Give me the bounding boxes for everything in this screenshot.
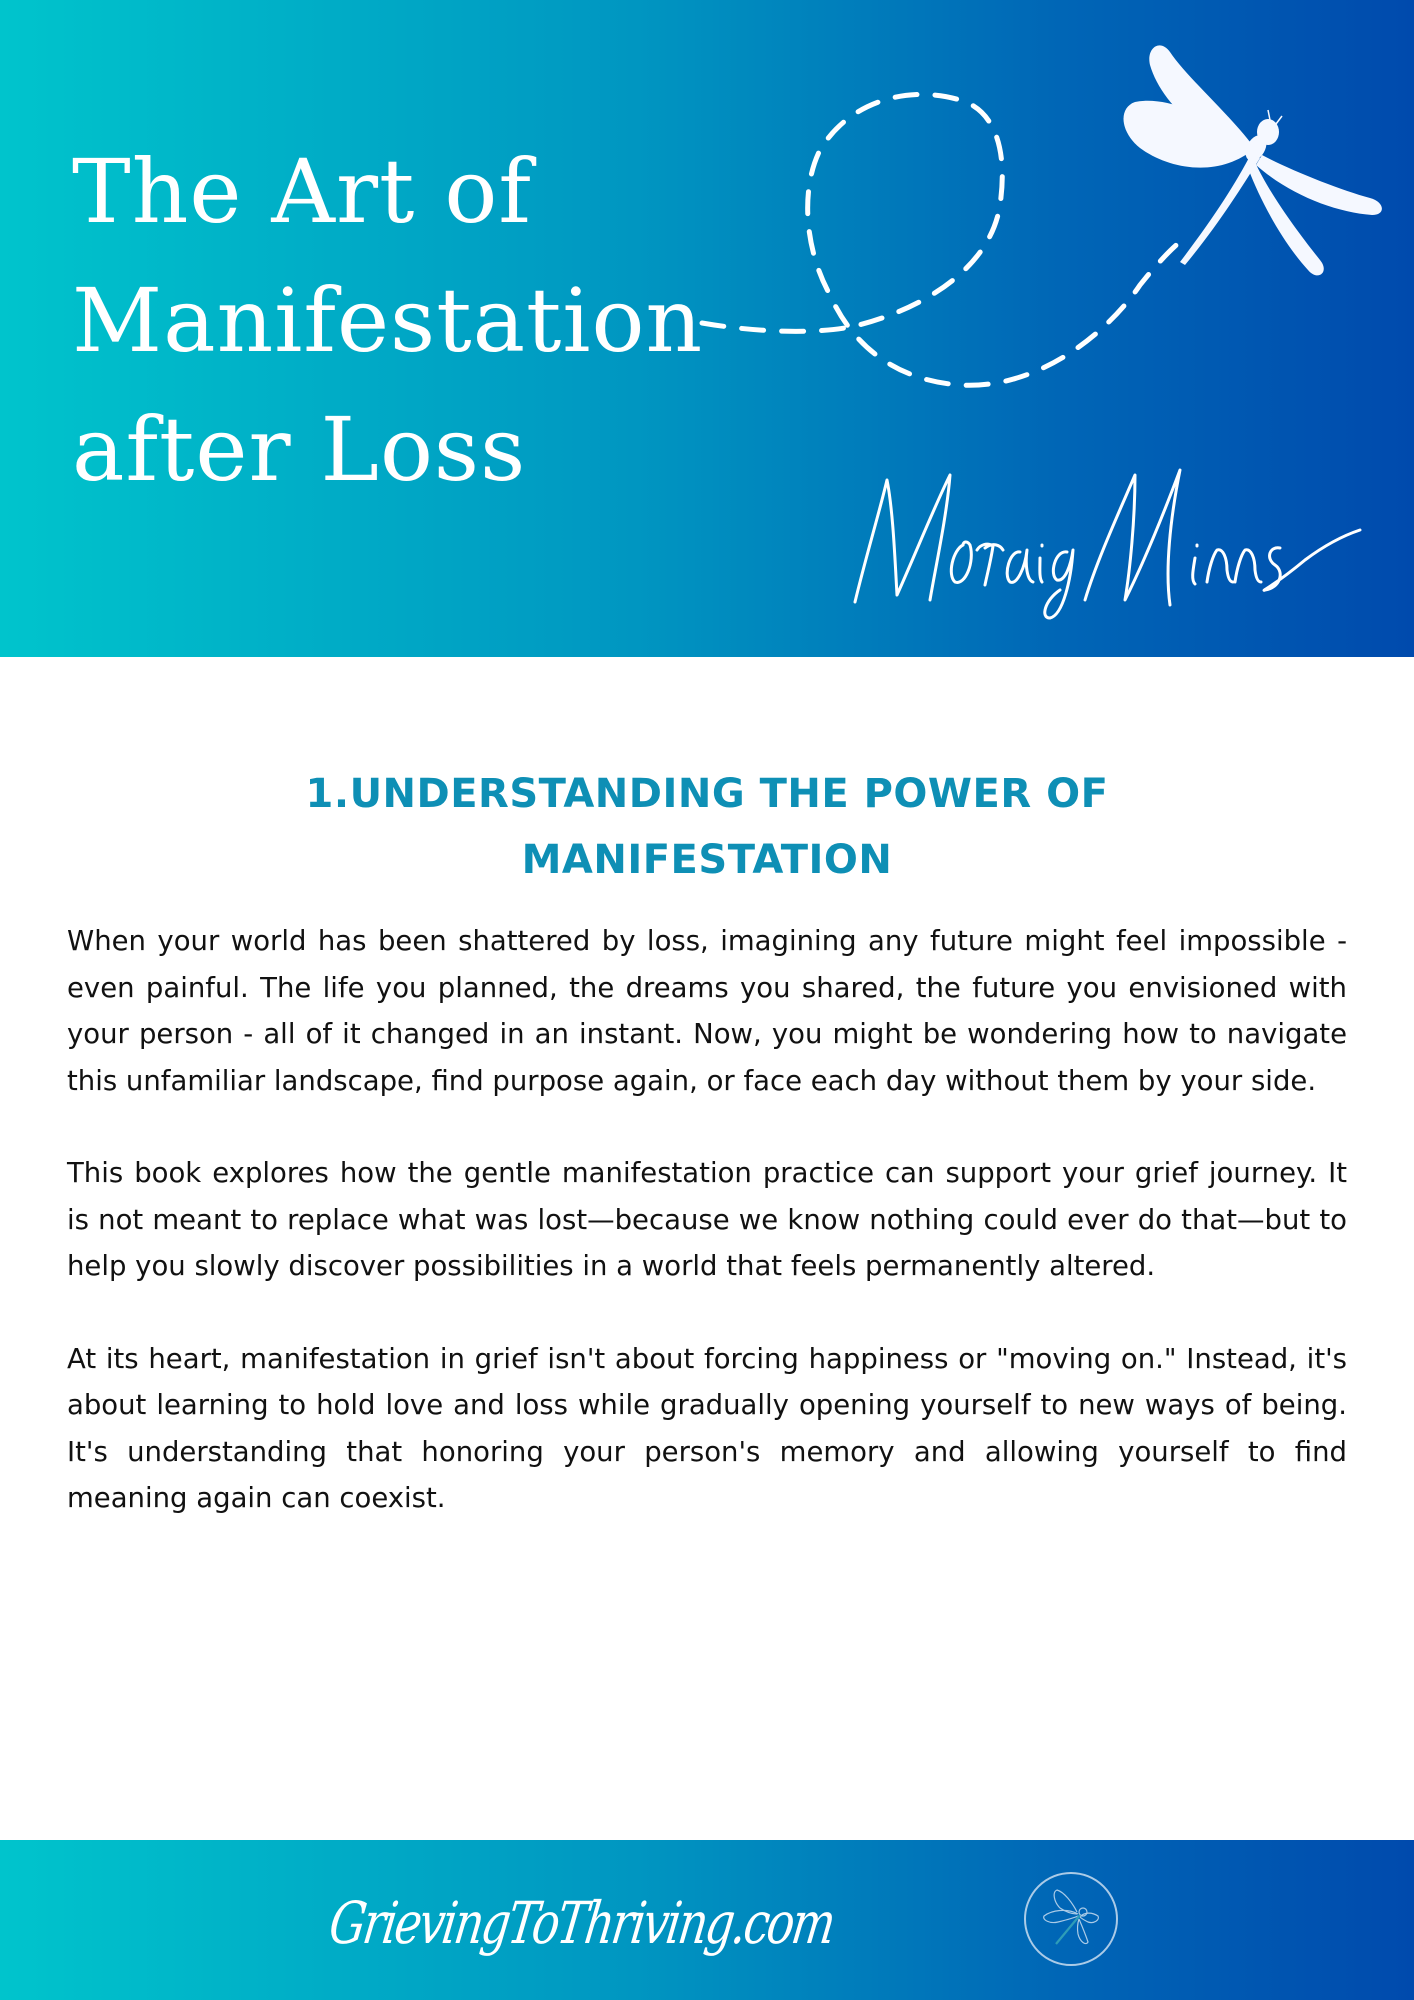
body-text [67,918,1347,1568]
title-line-2: Manifestation [72,268,704,372]
paragraph-3: At its heart, manifestation in grief isn't about forcing happiness or "moving on." Instead, it's about learning to hold love and loss while gradually opening yourself to new ways of being. It's understanding that honoring your person's memory and allowing yourself to find meaning again can coexist. [67,1342,1347,1514]
section-heading-line-2: MANIFESTATION [521,837,893,884]
dragonfly-circle-logo-icon [1022,1870,1120,1968]
paragraph-1: When your world has been shattered by loss, imagining any future might feel impossible - even painful. The life you planned, the dreams you shared, the future you envisioned with your person - all of it changed in an instant. Now, you might be wondering how to navigate this unfamiliar landscape, find purpose again, or face each day without them by your side. [67,925,1347,1097]
author-signature [835,450,1380,620]
page-footer [0,1840,1414,2000]
title-line-1: The Art of [72,139,532,243]
paragraph-2: This book explores how the gentle manifestation practice can support your grief journey. It is not meant to replace what was lost—because we know nothing could ever do that—but to help you slowly discover possibilities in a world that feels permanently altered. [67,1157,1347,1282]
page-header [0,0,1414,657]
title-line-3: after Loss [72,397,527,501]
section-heading [100,761,1314,893]
section-heading-line-1: 1.UNDERSTANDING THE POWER OF [305,771,1109,818]
dashed-flight-path-icon [702,94,1185,385]
footer-website[interactable]: GrievingToThriving.com [325,1889,838,1957]
dragonfly-icon [1124,45,1382,275]
